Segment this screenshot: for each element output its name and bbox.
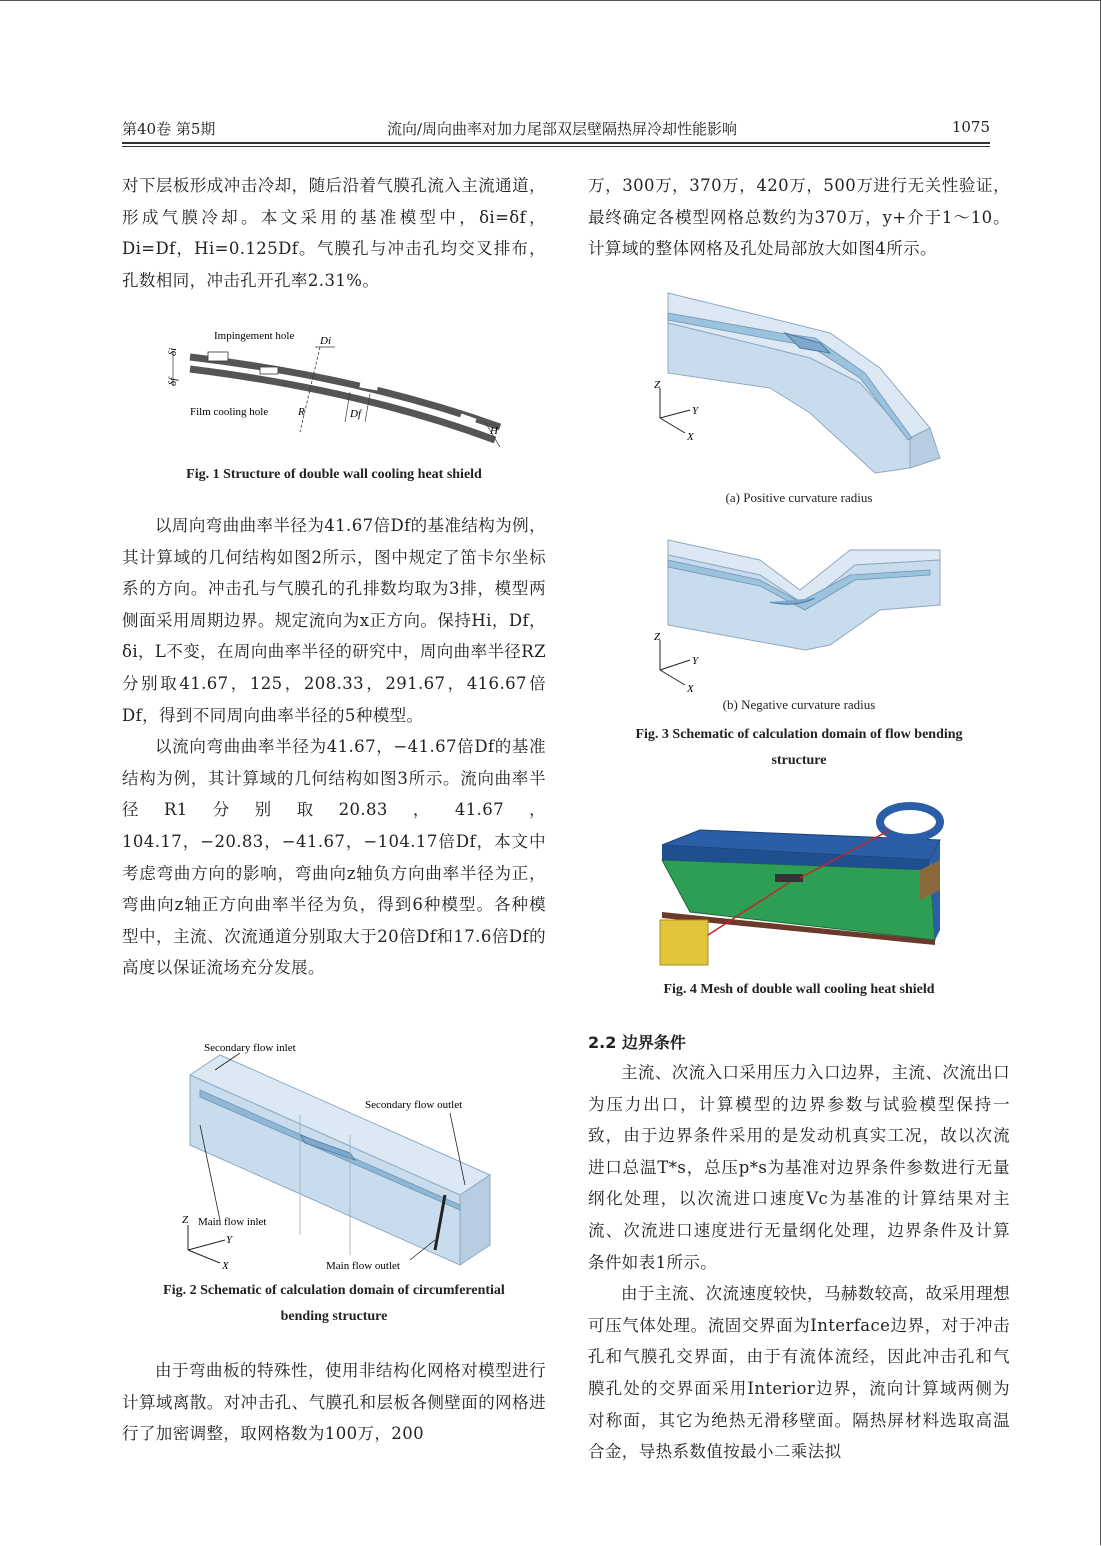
impingement-hole-2 xyxy=(310,361,331,371)
label-main-flow-inlet: Main flow inlet xyxy=(198,1216,267,1228)
label-film-cooling-hole: Film cooling hole xyxy=(190,406,269,418)
impingement-hole-1 xyxy=(208,352,228,361)
impingement-hole-3 xyxy=(409,380,428,391)
film-hole-1 xyxy=(260,367,278,374)
axis-z: Z xyxy=(654,631,661,643)
right-column-bottom xyxy=(588,1057,1010,1468)
paragraph-5: 万，300万，370万，420万，500万进行无关性验证，最终确定各模型网格总数约为370万，y+介于1～10。计算域的整体网格及孔处局部放大如图4所示。 xyxy=(588,176,1010,259)
left-column-bottom xyxy=(122,1355,546,1450)
axis-x: X xyxy=(222,1260,229,1272)
axis-x: X xyxy=(687,683,694,695)
axis-z: Z xyxy=(654,379,661,391)
label-delta-f: δf xyxy=(167,377,179,386)
paragraph-1: 对下层板形成冲击冷却，随后沿着气膜孔流入主流通道，形成气膜冷却。本文采用的基准模型中，δi=δf，Di=Df，Hi=0.125Df。气膜孔与冲击孔均交叉排布，孔数相同，冲击孔开孔率2.31%。 xyxy=(122,176,546,290)
figure-3-caption xyxy=(588,722,1010,774)
running-header xyxy=(122,118,990,144)
left-column-middle xyxy=(122,510,546,984)
paragraph-3: 以流向弯曲曲率半径为41.67，−41.67倍Df的基准结构为例，其计算域的几何结构如图3所示。流向曲率半径R1分别取20.83，41.67，104.17，−20.83，−41.67，−104.17倍Df，本文中考虑弯曲方向的影响，弯曲向z轴负方向曲率半径为正，弯曲向z轴正方向曲率半径为负，得到6种模型。各种模型中，主流、次流通道分别取大于20倍Df和17.6倍Df的高度以保证流场充分发展。 xyxy=(122,737,546,978)
figure-2-caption-line2: bending structure xyxy=(280,1309,388,1324)
figure-3b-subcaption: (b) Negative curvature radius xyxy=(722,697,876,712)
figure-1-caption: Fig. 1 Structure of double wall cooling heat shield xyxy=(186,467,482,482)
paragraph-2: 以周向弯曲曲率半径为41.67倍Df的基准结构为例，其计算域的几何结构如图2所示，图中规定了笛卡尔坐标系的方向。冲击孔与气膜孔的孔排数均取为3排，模型两侧面采用周期边界。规定流向为x正方向。保持Hi，Df，δi，L不变，在周向曲率半径的研究中，周向曲率半径RZ分别取41.67，125，208.33，291.67，416.67倍Df，得到不同周向曲率半径的5种模型。 xyxy=(122,516,546,725)
left-column-top xyxy=(122,170,546,296)
paragraph-7: 由于主流、次流速度较快，马赫数较高，故采用理想可压气体处理。流固交界面为Interface边界，对于冲击孔和气膜孔交界面，由于有流体流经，因此冲击孔和气膜孔处的交界面采用Interior边界，流向计算域两侧为对称面，其它为绝热无滑移壁面。隔热屏材料选取高温合金，导热系数值按最小二乘法拟 xyxy=(588,1284,1010,1462)
figure-4-caption: Fig. 4 Mesh of double wall cooling heat shield xyxy=(663,982,935,997)
label-secondary-flow-inlet: Secondary flow inlet xyxy=(204,1042,296,1054)
figure-3-caption-line2: structure xyxy=(771,753,827,768)
figure-3-caption-line1: Fig. 3 Schematic of calculation domain of flow bending xyxy=(635,727,963,742)
figure-4-mesh xyxy=(650,800,950,970)
label-r: R xyxy=(298,406,305,418)
figure-2-caption xyxy=(122,1278,546,1330)
section-heading: 2.2 边界条件 xyxy=(588,1033,686,1052)
axis-x: X xyxy=(687,431,694,443)
axis-y: Y xyxy=(692,655,699,667)
label-df: Df xyxy=(350,408,361,420)
label-di: Di xyxy=(320,335,331,347)
header-volume: 第40卷 第5期 xyxy=(122,120,216,138)
paragraph-6: 主流、次流入口采用压力入口边界，主流、次流出口为压力出口，计算模型的边界参数与试验模型保持一致，由于边界条件采用的是发动机真实工况，故以次流进口总温T*s，总压p*s为基准对边界条件参数进行无量纲化处理，以次流进口速度Vc为基准的计算结果对主流、次流进口速度进行无量纲化处理，边界条件及计算条件如表1所示。 xyxy=(588,1063,1010,1272)
label-impingement-hole: Impingement hole xyxy=(214,330,295,342)
figure-1-diagram xyxy=(160,322,520,447)
figure-3a-subcaption: (a) Positive curvature radius xyxy=(725,490,873,505)
label-secondary-flow-outlet: Secondary flow outlet xyxy=(365,1099,463,1111)
header-page-number: 1075 xyxy=(951,118,990,136)
axis-y: Y xyxy=(692,405,699,417)
header-rule-thin xyxy=(122,146,990,147)
right-column-top xyxy=(588,170,1010,265)
axis-z: Z xyxy=(182,1214,189,1226)
figure-2-caption-line1: Fig. 2 Schematic of calculation domain of circumferential xyxy=(163,1283,505,1298)
header-rule-thick xyxy=(122,142,990,144)
axis-y: Y xyxy=(226,1234,233,1246)
figure-3b-diagram xyxy=(650,530,950,695)
paragraph-4: 由于弯曲板的特殊性，使用非结构化网格对模型进行计算域离散。对冲击孔、气膜孔和层板各侧壁面的网格进行了加密调整，取网格数为100万，200 xyxy=(122,1361,546,1444)
label-h: H xyxy=(490,425,498,437)
header-title: 流向/周向曲率对加力尾部双层壁隔热屏冷却性能影响 xyxy=(386,120,738,138)
figure-2-diagram xyxy=(180,1035,500,1275)
label-delta-i: δi xyxy=(167,347,179,356)
label-main-flow-outlet: Main flow outlet xyxy=(326,1260,400,1272)
figure-3a-diagram xyxy=(650,288,950,488)
